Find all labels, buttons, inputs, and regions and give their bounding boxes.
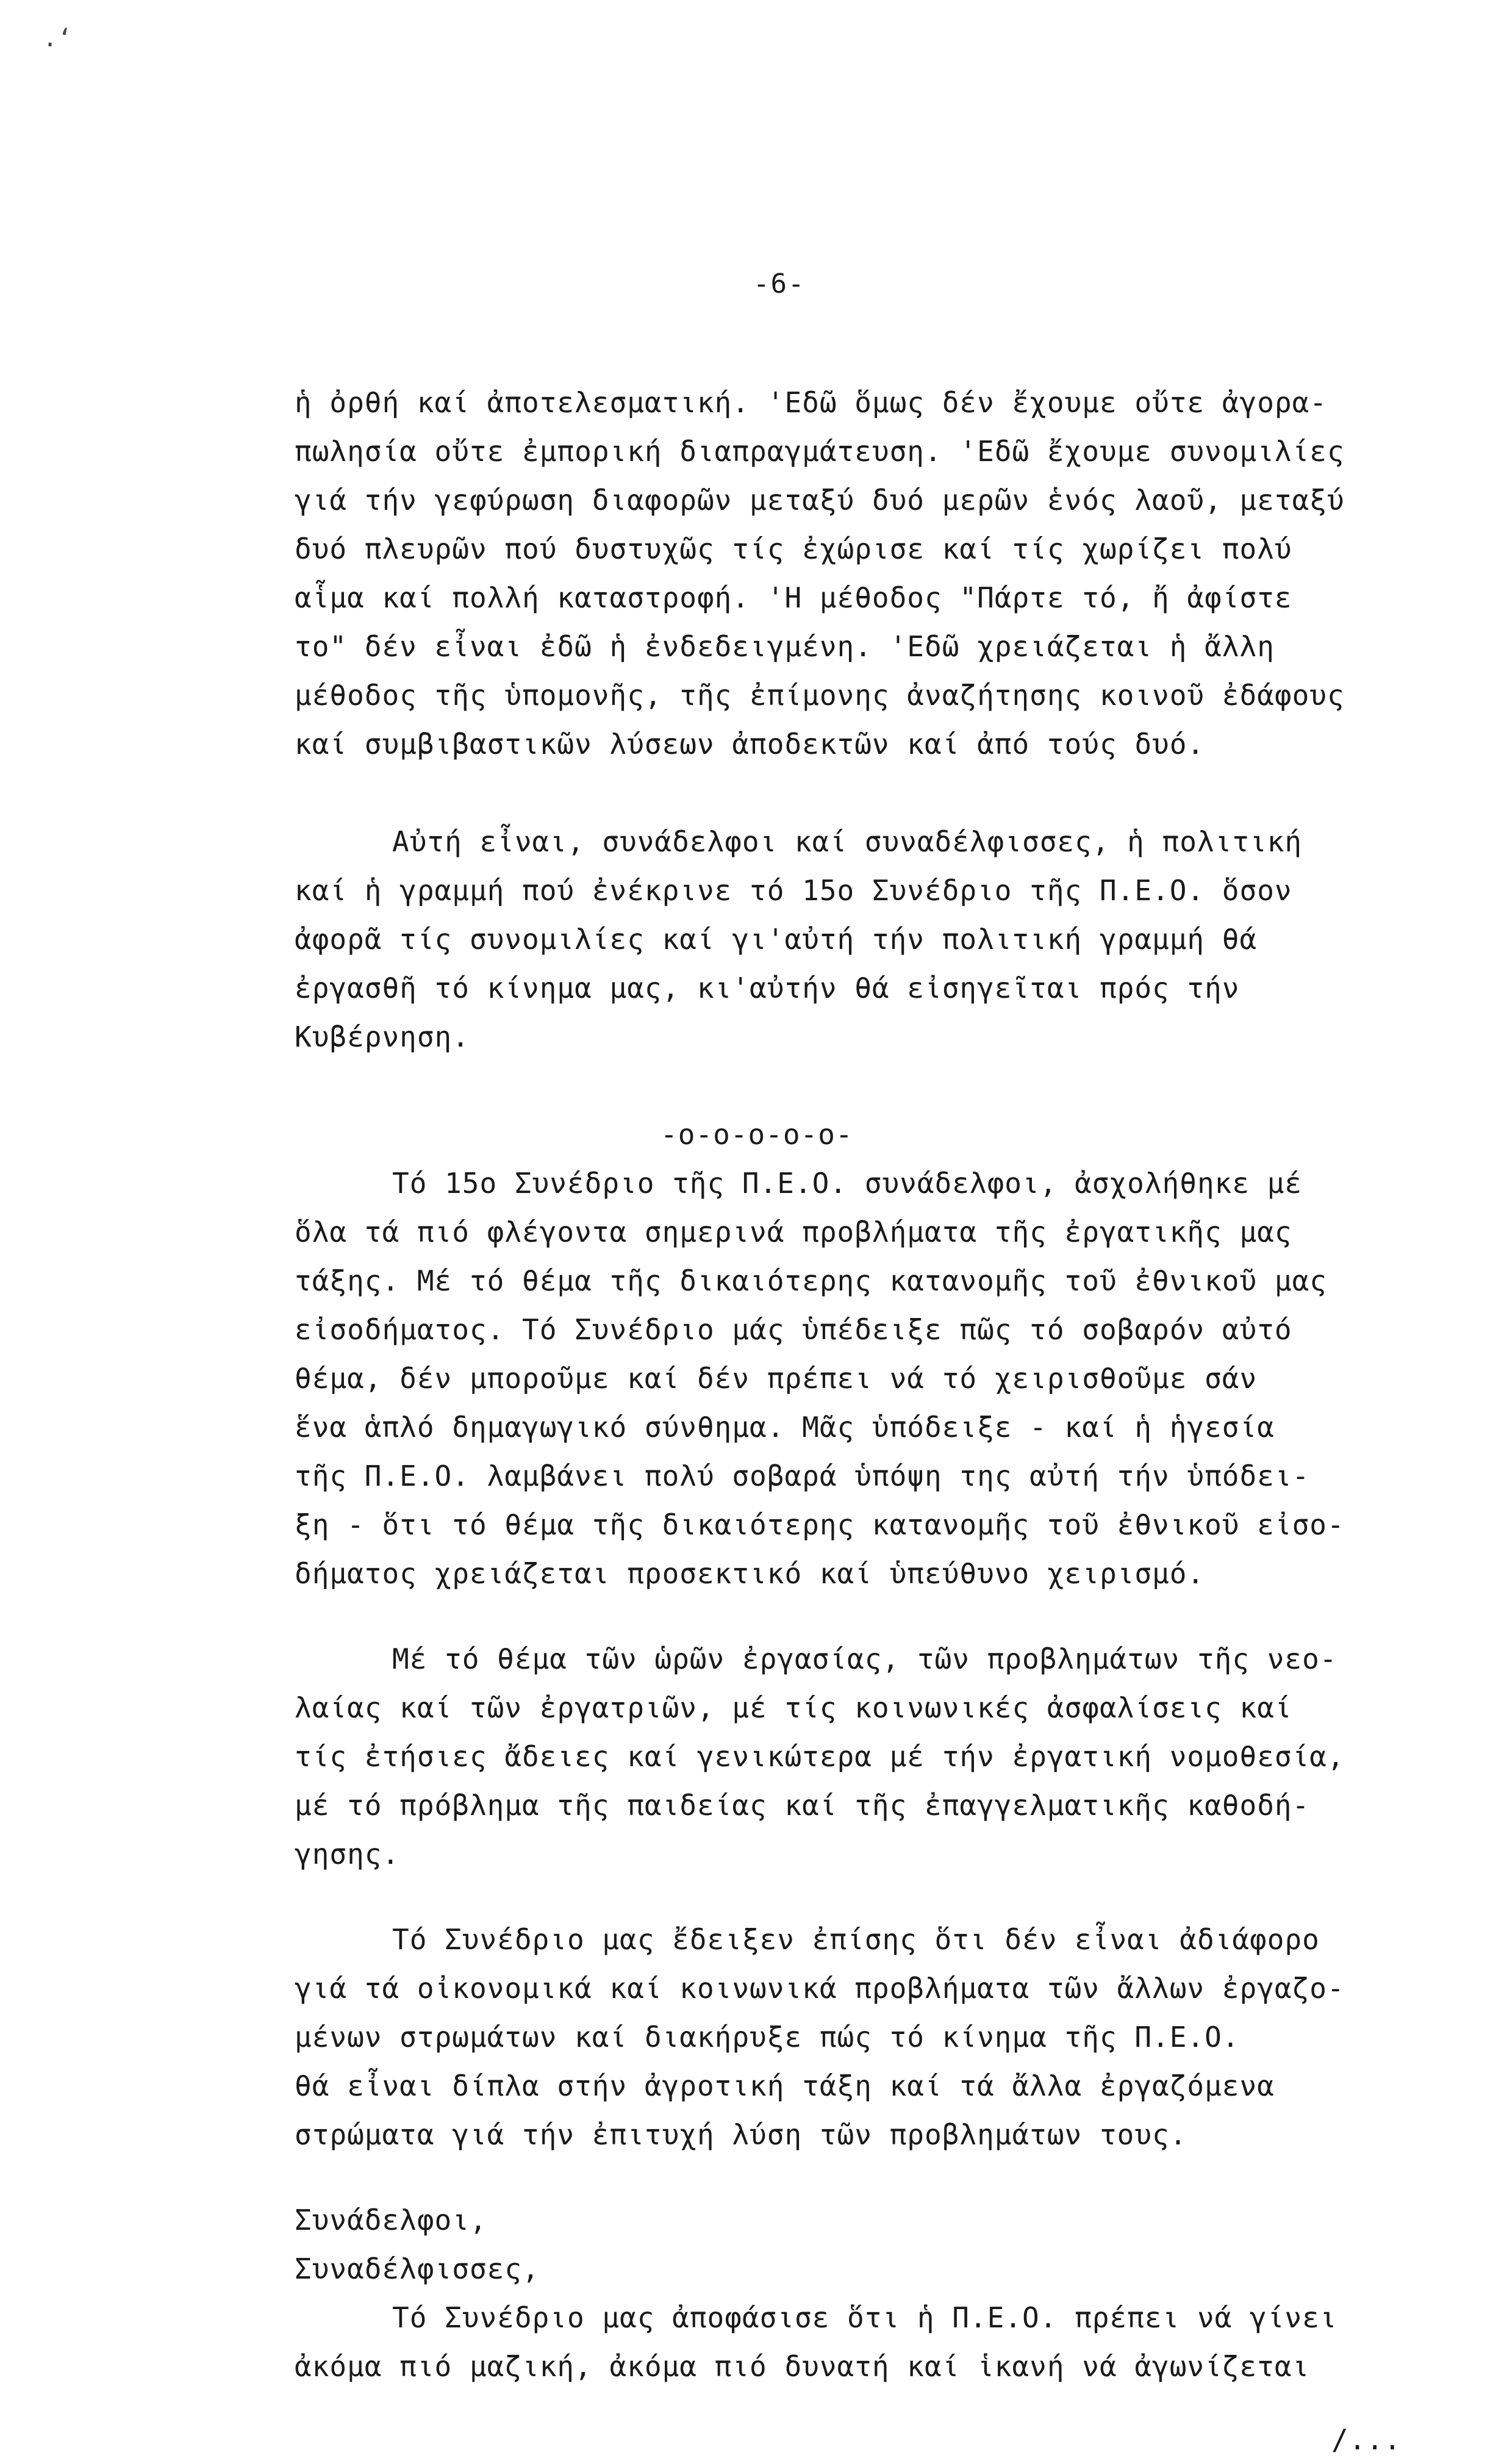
continuation-mark: /... [1331, 2423, 1402, 2456]
body-text [295, 378, 1411, 2464]
text-line: Αὐτή εἶναι, συνάδελφοι καί συναδέλφισσες, ἡ πολιτική [392, 825, 1303, 858]
text-line: θά εἶναι δίπλα στήν ἀγροτική τάξη καί τά ἄλλα ἐργαζόμενα [295, 2069, 1275, 2102]
text-line: Τό 15ο Συνέδριο τῆς Π.Ε.Ο. συνάδελφοι, ἀσχολήθηκε μέ [392, 1167, 1303, 1200]
corner-mark: .‘ [43, 24, 73, 52]
text-line: γιά τήν γεφύρωση διαφορῶν μεταξύ δυό μερῶν ἑνός λαοῦ, μεταξύ [295, 484, 1345, 517]
text-line: τάξης. Μέ τό θέμα τῆς δικαιότερης κατανομῆς τοῦ ἐθνικοῦ μας [295, 1264, 1327, 1297]
text-line: καί συμβιβαστικῶν λύσεων ἀποδεκτῶν καί ἀπό τούς δυό. [295, 728, 1205, 761]
text-line: λαίας καί τῶν ἐργατριῶν, μέ τίς κοινωνικές ἀσφαλίσεις καί [295, 1691, 1292, 1724]
text-line: γιά τά οἰκονομικά καί κοινωνικά προβλήματα τῶν ἄλλων ἐργαζο- [295, 1972, 1345, 2005]
paragraph-gap [295, 1061, 1411, 1110]
text-line: τίς ἐτήσιες ἄδειες καί γενικώτερα μέ τήν ἐργατική νομοθεσία, [295, 1740, 1345, 1773]
paragraph-gap [295, 1598, 1411, 1635]
text-line: ἕνα ἁπλό δημαγωγικό σύνθημα. Μᾶς ὑπόδειξε - καί ἡ ἡγεσία [295, 1411, 1275, 1444]
text-line: θέμα, δέν μποροῦμε καί δέν πρέπει νά τό χειρισθοῦμε σάν [295, 1362, 1258, 1395]
text-line: μένων στρωμάτων καί διακήρυξε πώς τό κίνημα τῆς Π.Ε.Ο. [295, 2021, 1240, 2054]
text-line: Μέ τό θέμα τῶν ὡρῶν ἐργασίας, τῶν προβλημάτων τῆς νεο- [392, 1642, 1337, 1675]
paragraph-gap [295, 2159, 1411, 2196]
text-line: ξη - ὅτι τό θέμα τῆς δικαιότερης κατανομῆς τοῦ ἐθνικοῦ εἰσο- [295, 1508, 1345, 1541]
text-line: γησης. [295, 1838, 400, 1871]
text-line: ἀκόμα πιό μαζική, ἀκόμα πιό δυνατή καί ἱκανή νά ἀγωνίζεται [295, 2350, 1310, 2383]
text-line: δήματος χρειάζεται προσεκτικό καί ὑπεύθυνο χειρισμό. [295, 1557, 1205, 1590]
paragraph-gap [295, 1878, 1411, 1915]
text-line: δυό πλευρῶν πού δυστυχῶς τίς ἐχώρισε καί τίς χωρίζει πολύ [295, 532, 1292, 565]
section-separator: -ο-ο-ο-ο-ο- [661, 1118, 853, 1151]
text-line: εἰσοδήματος. Τό Συνέδριο μάς ὑπέδειξε πῶς τό σοβαρόν αὐτό [295, 1313, 1292, 1346]
text-line: ἀφορᾶ τίς συνομιλίες καί γι'αὐτή τήν πολιτική γραμμή θά [295, 923, 1258, 956]
text-line: το" δέν εἶναι ἐδῶ ἡ ἐνδεδειγμένη. 'Εδῶ χρειάζεται ἡ ἄλλη [295, 630, 1275, 663]
text-line: πωλησία οὔτε ἐμπορική διαπραγμάτευση. 'Εδῶ ἔχουμε συνομιλίες [295, 435, 1345, 468]
text-line: ἡ ὀρθή καί ἀποτελεσματική. 'Εδῶ ὅμως δέν ἔχουμε οὔτε ἀγορα- [295, 386, 1327, 419]
text-line: μέ τό πρόβλημα τῆς παιδείας καί τῆς ἐπαγγελματικῆς καθοδή- [295, 1789, 1310, 1822]
page-number: -6- [753, 268, 806, 299]
text-line: Τό Συνέδριο μας ἀποφάσισε ὅτι ἡ Π.Ε.Ο. πρέπει νά γίνει [392, 2301, 1337, 2334]
text-line: Συναδέλφισσες, [295, 2252, 540, 2285]
text-line: ἐργασθῆ τό κίνημα μας, κι'αὐτήν θά εἰσηγεῖται πρός τήν [295, 972, 1240, 1005]
text-line: Τό Συνέδριο μας ἔδειξεν ἐπίσης ὅτι δέν εἶναι ἀδιάφορο [392, 1923, 1320, 1956]
paragraph-gap [295, 2391, 1411, 2415]
text-line: καί ἡ γραμμή πού ἐνέκρινε τό 15ο Συνέδριο τῆς Π.Ε.Ο. ὅσον [295, 874, 1292, 907]
text-line: Συνάδελφοι, [295, 2204, 487, 2237]
text-line: τῆς Π.Ε.Ο. λαμβάνει πολύ σοβαρά ὑπόψη της αὐτή τήν ὑπόδει- [295, 1459, 1310, 1492]
text-line: αἷμα καί πολλή καταστροφή. 'Η μέθοδος "Πάρτε τό, ἤ ἀφίστε [295, 581, 1292, 614]
text-line: ὅλα τά πιό φλέγοντα σημερινά προβλήματα τῆς ἐργατικῆς μας [295, 1216, 1292, 1248]
paragraph-gap [295, 768, 1411, 817]
text-line: Κυβέρνηση. [295, 1020, 470, 1053]
text-line: στρώματα γιά τήν ἐπιτυχή λύση τῶν προβλημάτων τους. [295, 2118, 1187, 2151]
text-line: μέθοδος τῆς ὑπομονῆς, τῆς ἐπίμονης ἀναζήτησης κοινοῦ ἐδάφους [295, 679, 1345, 712]
